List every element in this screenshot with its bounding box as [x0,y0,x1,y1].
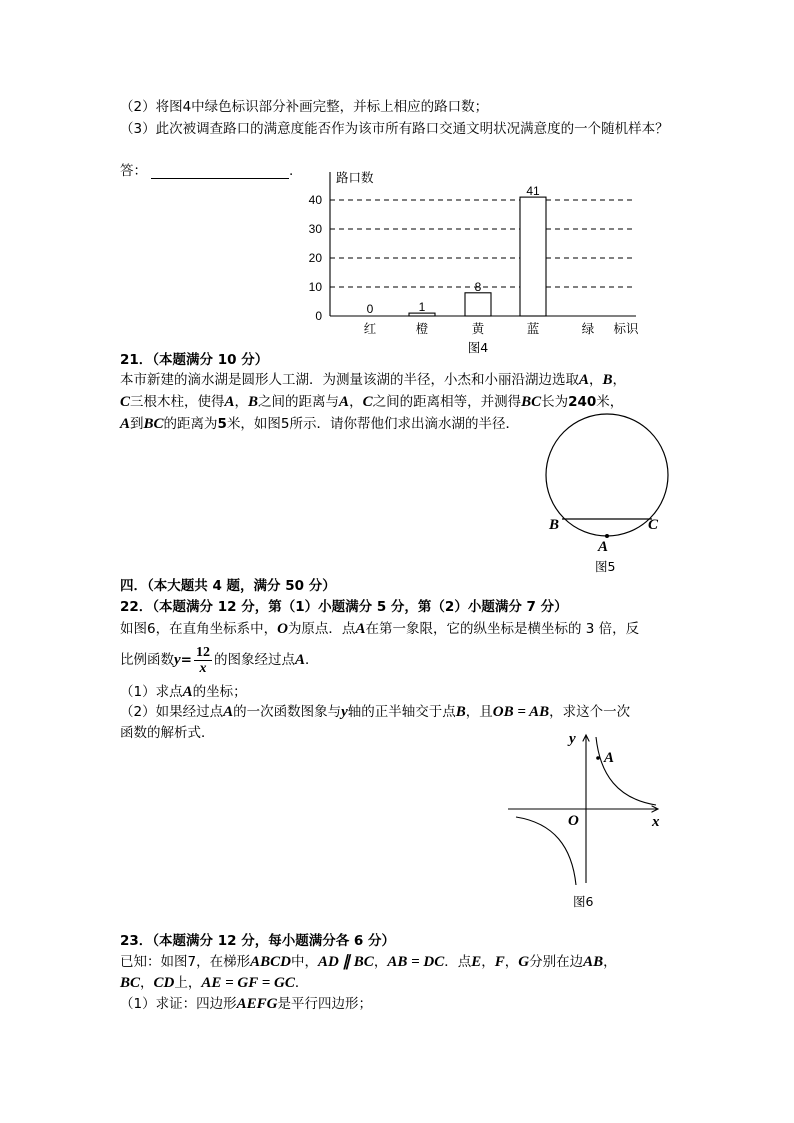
q21-l2-text: 长为 [541,394,569,410]
side-bc-label: BC [120,975,141,991]
q23-line-2 [120,975,308,991]
point-f-label: F [494,954,505,970]
point-a-label: A [224,394,235,410]
x-tick-label: 绿 [581,321,595,336]
q21-line-1 [120,372,626,388]
q21-l3-text: 的距离为 [163,416,218,432]
punct: ． [294,975,309,991]
section-4-title: 四． [120,578,147,594]
figure-5-circle [535,405,685,580]
x-axis-title: 标识 [613,321,639,336]
punct: ， [481,954,495,970]
q22-line-1 [120,621,639,637]
var-y: y [341,704,348,720]
bar-蓝 [520,197,546,316]
point-a-label: A [339,394,350,410]
q22-number: 22． [120,599,153,615]
fig6-label-y: y [569,731,576,747]
point-a-label: A [223,704,234,720]
q22-line-2 [120,640,319,680]
q23-sub-1 [120,996,372,1012]
value-240: 240 [568,394,597,410]
q22-sub-1 [120,684,247,700]
hyperbola-branch-q1 [596,737,656,805]
q22-s2-text: 轴的正半轴交于点 [347,704,456,720]
q21-header: （本题满分 10 分） [152,352,269,368]
q22-s1-text: 的坐标； [192,684,247,700]
y-tick-label: 10 [308,280,322,294]
q21-l3-text: 到 [130,416,144,432]
punct: ， [373,954,388,970]
q23-line-1 [120,954,617,970]
fraction-12-over-x [194,645,212,676]
q23-l2-text: 上， [174,975,202,991]
punct: ， [603,954,617,970]
answer-label: 答： [120,163,147,179]
q22-l1-text: 如图6，在直角坐标系中， [120,621,278,637]
y-axis-title: 路口数 [336,170,374,185]
fig5-label-c: C [648,517,659,533]
chart-text [309,170,639,355]
y-tick-label: 20 [308,251,322,265]
bar-value-label: 1 [418,300,426,315]
side-ab-label: AB [583,954,604,970]
q22-header: （本题满分 12 分，第（1）小题满分 5 分，第（2）小题满分 7 分） [152,599,568,615]
chart-grid [330,200,636,287]
point-a-label: A [294,652,305,668]
section-4-note: （本大题共 4 题，满分 50 分） [147,578,336,594]
segment-bc-label: BC [521,394,542,410]
point-c-label: C [120,394,131,410]
fig5-label-a: A [598,539,609,555]
fig5-caption: 图5 [595,559,616,574]
point-a-label: A [355,621,366,637]
q22-s1-text: （1）求点 [120,684,183,700]
bar-value-label: 41 [526,184,540,199]
y-tick-label: 40 [308,193,322,207]
y-tick-label: 30 [308,222,322,236]
equation-ae-gf-gc: AE = GF = GC [201,975,295,991]
point-a-label: A [120,416,131,432]
q21-l2-text: 三根木柱，使得 [130,394,225,410]
q23-header: （本题满分 12 分，每小题满分各 6 分） [152,933,396,949]
q22-s2-text: 的一次函数图象与 [233,704,342,720]
point-b-label: B [602,372,613,388]
chart-caption: 图4 [467,340,489,355]
punct: ， [349,394,363,410]
origin-label: O [277,621,288,637]
x-tick-label: 红 [363,321,377,336]
punct: ， [234,394,249,410]
q21-line-3 [120,416,519,432]
answer-blank [151,166,289,179]
q21-l2-text: 之间的距离相等，并测得 [372,394,522,410]
y-tick-label: 0 [315,309,322,323]
q23-l1-text: ．点 [444,954,472,970]
q22-heading [120,599,568,615]
point-b-label: B [455,704,466,720]
q22-s2-text: ，求这个一次 [549,704,631,720]
q21-number: 21． [120,352,153,368]
fig6-caption: 图6 [573,894,594,909]
x-tick-label: 橙 [415,321,429,336]
q23-l1-text: 分别在边 [529,954,584,970]
q21-heading [120,352,268,368]
q22-s2-text: （2）如果经过点 [120,704,224,720]
q21-l1-text: 本市新建的滴水湖是圆形人工湖．为测量该湖的半径，小杰和小丽沿湖边选取 [120,372,579,388]
punct: ， [612,372,627,388]
bar-黄 [465,293,491,316]
fig6-label-a: A [604,750,615,766]
equals-sign: = [180,652,192,668]
point-e-label: E [471,954,482,970]
point-a-label: A [182,684,193,700]
q23-heading [120,933,395,949]
q23-number: 23． [120,933,153,949]
point-a-label: A [579,372,590,388]
hyperbola-branch-q3 [516,817,576,885]
value-5: 5 [217,416,227,432]
punct: ， [140,975,154,991]
q22-l1-text: 为原点．点 [287,621,356,637]
point-a-dot [605,534,609,538]
equation-ob-ab: OB = AB [492,704,550,720]
point-b-label: B [248,394,259,410]
q23-l1-text: 中， [290,954,318,970]
q22-s2-text: ，且 [465,704,493,720]
fraction-numerator: 12 [195,644,210,660]
bar-value-label: 0 [366,302,374,316]
q23-l1-text: 已知：如图7，在梯形 [120,954,251,970]
q22-sub-2-cont: 函数的解析式． [120,725,215,741]
quadrilateral-aefg: AEFG [236,996,278,1012]
q21-l2-text: 米， [596,394,624,410]
trapezoid-abcd: ABCD [250,954,291,970]
chart-bars [409,197,546,316]
punct: ， [589,372,603,388]
fig6-label-o: O [568,813,579,829]
q22-l2-text: 比例函数 [120,652,174,668]
q22-l2-text: 的图象经过点 [213,652,295,668]
figure-4-bar-chart [300,160,660,360]
punct: ． [305,652,319,668]
q20-item-2: （2）将图4中绿色标识部分补画完整，并标上相应的路口数； [120,99,489,115]
x-tick-label: 黄 [471,321,485,336]
q20-answer-line [120,163,293,179]
q21-l3-text: 米，如图5所示．请你帮他们求出滴水湖的半径． [226,416,520,432]
side-cd-label: CD [153,975,175,991]
q22-l1-text: 在第一象限，它的纵坐标是横坐标的 3 倍，反 [365,621,640,637]
section-4-heading [120,578,336,594]
fig5-label-b: B [549,517,560,533]
punct: ， [504,954,519,970]
fig6-label-x: x [652,814,660,830]
q22-sub-2 [120,704,630,720]
equation-ab-dc: AB = DC [387,954,445,970]
x-tick-label: 蓝 [526,321,540,336]
segment-bc-label: BC [143,416,164,432]
var-y: y [174,652,181,668]
figure-6-hyperbola [500,725,675,915]
q23-s1-text: （1）求证：四边形 [120,996,237,1012]
point-g-label: G [518,954,530,970]
parallel-ad-bc: AD ∥ BC [317,954,374,970]
q23-s1-text: 是平行四边形； [277,996,372,1012]
point-c-label: C [362,394,373,410]
fraction-denominator: x [199,660,207,676]
q21-l2-text: 之间的距离与 [258,394,340,410]
q20-item-3: （3）此次被调查路口的满意度能否作为该市所有路口交通文明状况满意度的一个随机样本？ [120,121,669,137]
point-a-dot [596,756,600,760]
answer-end: . [289,163,294,179]
bar-value-label: 8 [474,279,482,294]
